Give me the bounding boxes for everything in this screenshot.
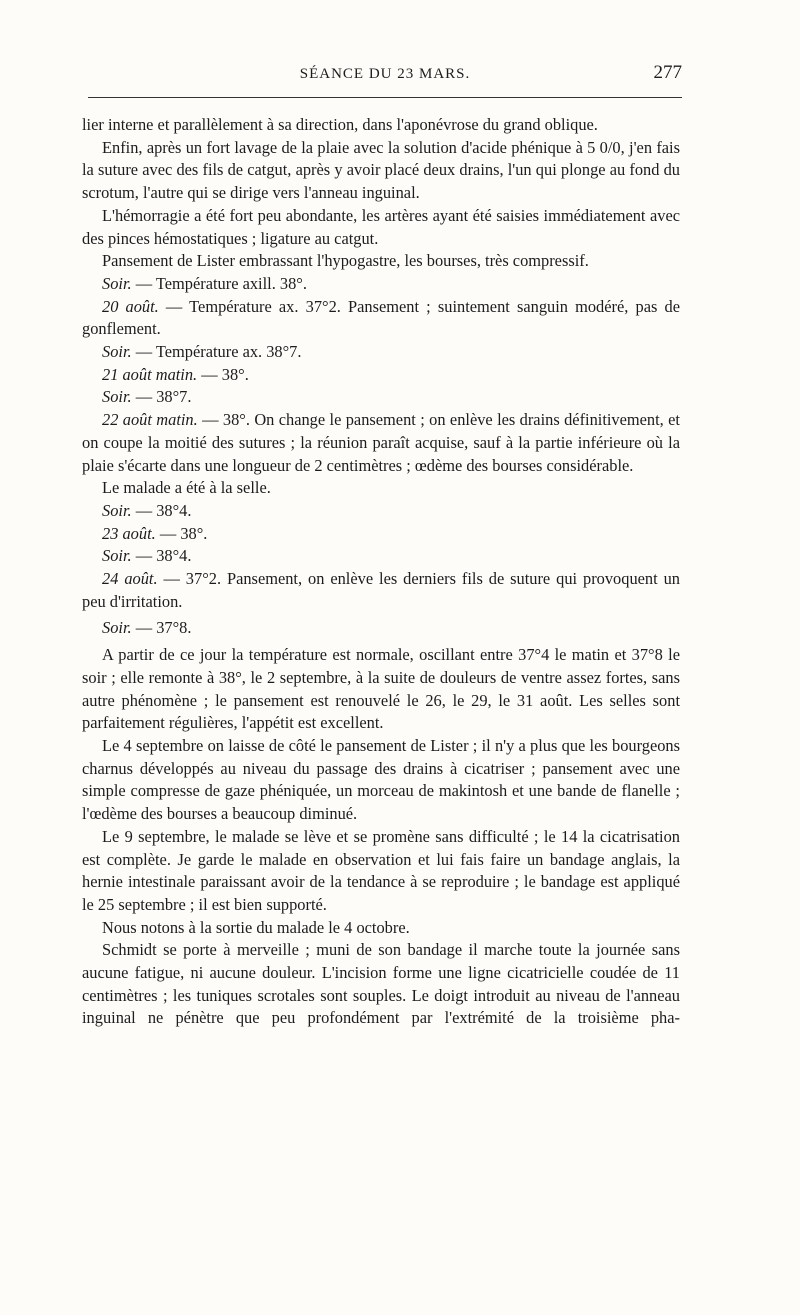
paragraph [82,114,680,137]
paragraph [82,296,680,341]
paragraph-text: Pansement de Lister embrassant l'hypogastre, les bourses, très compressif. [102,251,589,271]
paragraph-text: — 37°2. Pansement, on enlève les derniers fils de suture qui provoquent un peu d'irritation. [82,569,680,611]
paragraph-text: — 38°4. [131,500,192,520]
paragraph [82,386,680,409]
paragraph [82,568,680,613]
paragraph-text: Le malade a été à la selle. [102,478,271,498]
paragraph [82,273,680,296]
entry-date: 22 août matin. [102,410,198,430]
paragraph-text: — 38°7. [131,387,192,407]
entry-date: Soir. [102,387,132,407]
body-text [82,114,680,1030]
header-title: SÉANCE DU 23 MARS. [299,66,471,82]
paragraph-text: — 38°4. [131,546,192,566]
page-number: 277 [653,62,682,83]
paragraph [82,205,680,250]
entry-date: Soir. [102,546,132,566]
paragraph [82,545,680,568]
paragraph-text: Nous notons à la sortie du malade le 4 octobre. [102,917,410,937]
paragraph-text: Enfin, après un fort lavage de la plaie avec la solution d'acide phénique à 5 0/0, j'en fais la suture avec des fils de catgut, après y avoir placé deux drains, l'un qui plonge au fond du scrotum, l'autre qui se dirige vers l'anneau inguinal. [82,137,680,203]
paragraph [82,644,680,735]
entry-date: Soir. [102,618,132,638]
paragraph-text: Schmidt se porte à merveille ; muni de son bandage il marche toute la journée sans aucune fatigue, ni aucune douleur. L'incision forme une ligne cicatricielle coudée de 11 centimètres ; les tuniques scrotales sont souples. Le doigt introduit au niveau de l'anneau inguinal ne pénètre que peu profondément par l'extrémité de la troisième pha- [82,940,680,1028]
paragraph [82,617,680,640]
paragraph [82,523,680,546]
paragraph [82,500,680,523]
entry-date: Soir. [102,273,132,293]
paragraph [82,826,680,917]
paragraph-text: — Température ax. 38°7. [131,342,302,362]
paragraph [82,477,680,500]
paragraph [82,939,680,1030]
paragraph [82,341,680,364]
entry-date: Soir. [102,500,132,520]
paragraph-text: Le 9 septembre, le malade se lève et se promène sans difficulté ; le 14 la cicatrisation est complète. Je garde le malade en observation et lui fais faire un bandage anglais, la hernie intestinale paraissant avoir de la tendance à se reproduire ; le bandage est appliqué le 25 septembre ; il est bien supporté. [82,826,680,914]
paragraph [82,364,680,387]
entry-date: 23 août. [102,523,156,543]
paragraph-text: — 38°. On change le pansement ; on enlève les drains définitivement, et on coupe la moitié des sutures ; la réunion paraît acquise, sauf à la partie inférieure où la plaie s'écarte dans une longueur de 2 centimètres ; œdème des bourses considérable. [82,410,680,475]
entry-date: 21 août matin. [102,364,198,384]
entry-date: Soir. [102,342,132,362]
paragraph [82,137,680,205]
running-header [88,62,682,90]
header-rule [88,97,682,98]
paragraph-text: — Température axill. 38°. [131,273,307,293]
paragraph-text: lier interne et parallèlement à sa direction, dans l'aponévrose du grand oblique. [82,115,598,134]
entry-date: 24 août. [102,569,158,589]
paragraph-text: — 37°8. [131,618,192,638]
paragraph-text: L'hémorragie a été fort peu abondante, les artères ayant été saisies immédiatement avec des pinces hémostatiques ; ligature au catgut. [82,205,680,248]
paragraph [82,917,680,940]
paragraph-text: Le 4 septembre on laisse de côté le pansement de Lister ; il n'y a plus que les bourgeons charnus développés au niveau du passage des drains à cicatriser ; pansement avec une simple compresse de gaze phéniquée, un morceau de makintosh et une bande de flanelle ; l'œdème des bourses a beaucoup diminué. [82,735,680,824]
paragraph-text: — Température ax. 37°2. Pansement ; suintement sanguin modéré, pas de gonflement. [82,296,680,339]
paragraph-text: A partir de ce jour la température est normale, oscillant entre 37°4 le matin et 37°8 le soir ; elle remonte à 38°, le 2 septembre, à la suite de douleurs de ventre assez fortes, sans autre phénomène ; le pansement est renouvelé le 26, le 29, le 31 août. Les selles sont parfaitement régulières, l'appétit est excellent. [82,645,680,733]
paragraph-text: — 38°. [155,523,208,543]
paragraph [82,250,680,273]
paragraph [82,409,680,477]
paragraph-text: — 38°. [197,364,249,384]
paragraph [82,735,680,826]
entry-date: 20 août. [102,296,159,316]
